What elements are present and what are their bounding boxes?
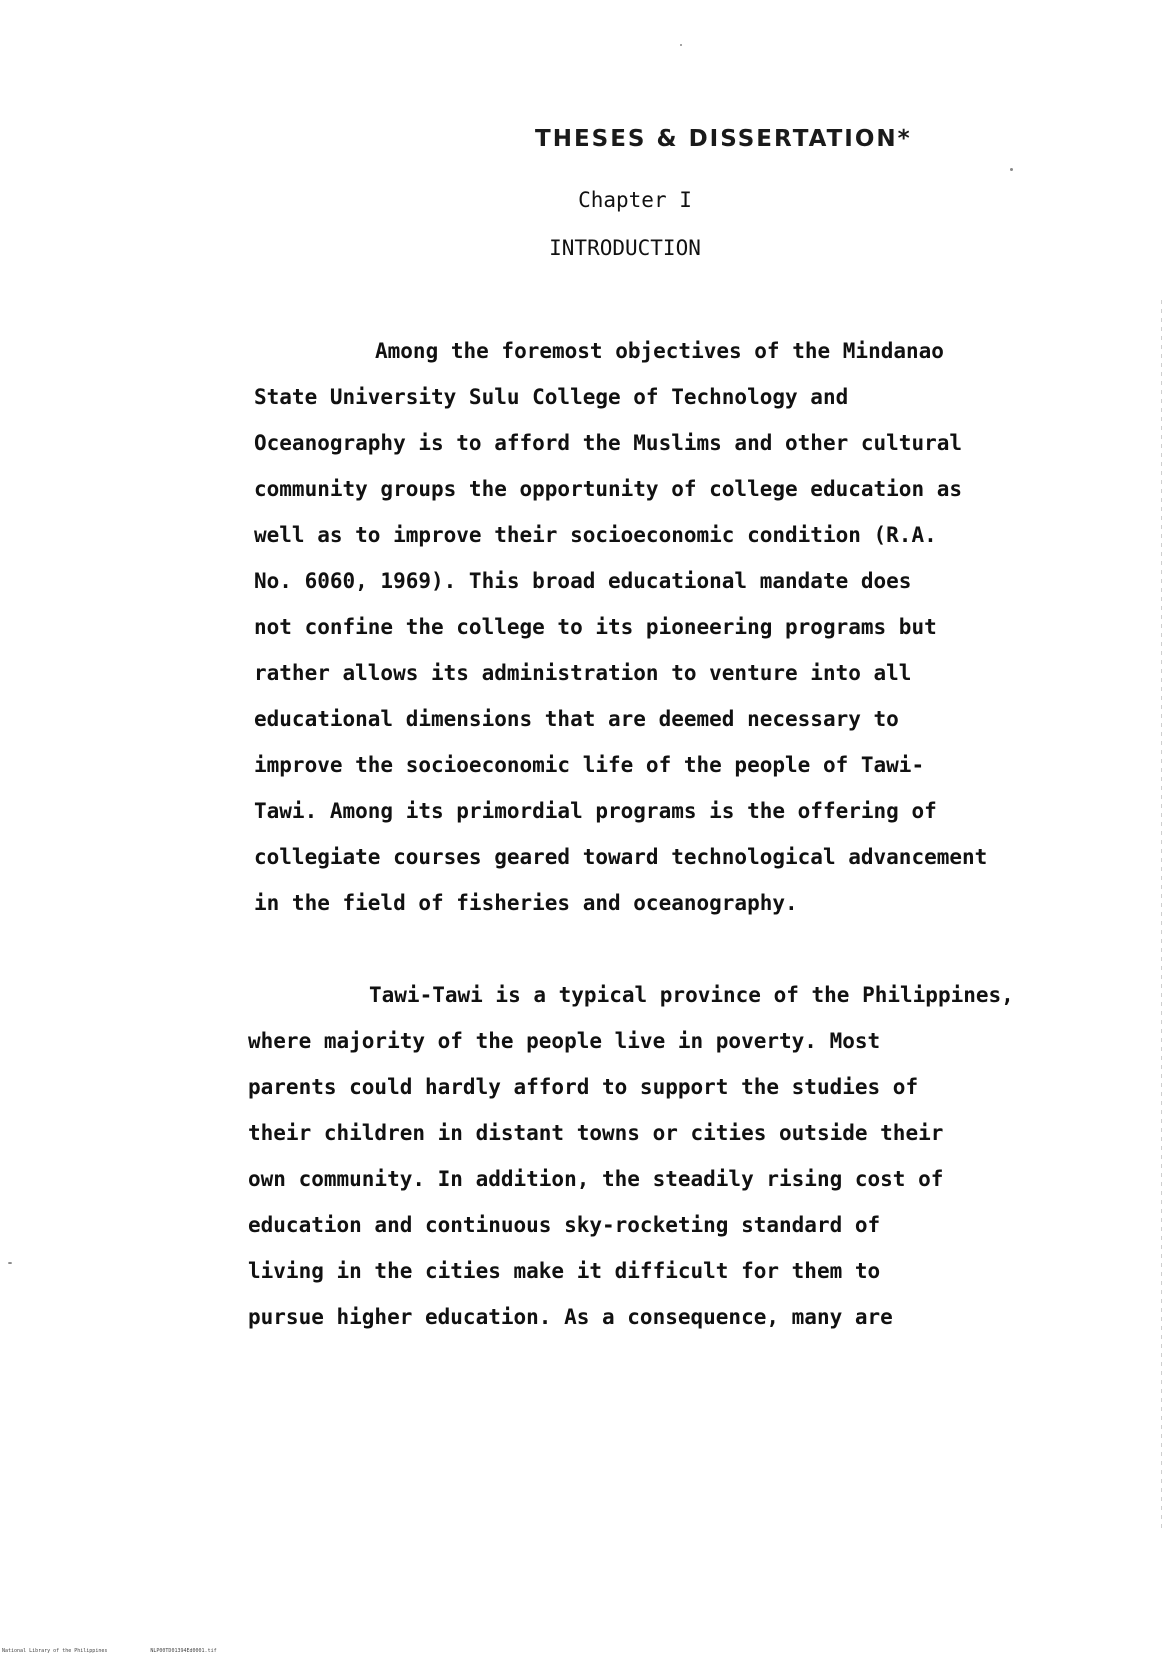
text-line: community groups the opportunity of college education as <box>254 477 963 501</box>
text-line: educational dimensions that are deemed necessary to <box>254 707 899 731</box>
text-line: Among the foremost objectives of the Mindanao <box>375 339 944 363</box>
text-line: living in the cities make it difficult for them to <box>248 1259 881 1283</box>
text-line: No. 6060, 1969). This broad educational mandate does <box>254 569 912 593</box>
scan-speck <box>1010 168 1013 171</box>
scan-margin-artifact <box>1161 300 1162 1530</box>
text-line: education and continuous sky-rocketing standard of <box>248 1213 881 1237</box>
text-line: their children in distant towns or cities outside their <box>248 1121 944 1145</box>
scan-speck <box>680 44 682 46</box>
text-line: improve the socioeconomic life of the people of Tawi- <box>254 753 925 777</box>
paragraph-2 <box>248 972 1108 1340</box>
scan-speck <box>8 1262 12 1264</box>
chapter-title: INTRODUCTION <box>549 236 701 260</box>
footer-library-name: National Library of the Philippines <box>2 1648 108 1654</box>
scan-footer <box>2 1648 257 1654</box>
text-line: Oceanography is to afford the Muslims and other cultural <box>254 431 963 455</box>
text-line: State University Sulu College of Technology and <box>254 385 849 409</box>
text-line: own community. In addition, the steadily rising cost of <box>248 1167 944 1191</box>
footer-file-reference: NLP00TD01394Ed0001.tif <box>150 1648 217 1654</box>
text-line: pursue higher education. As a consequence, many are <box>248 1305 893 1329</box>
paragraph-1 <box>254 328 1114 926</box>
text-line: where majority of the people live in poverty. Most <box>248 1029 881 1053</box>
theses-dissertation-stamp: THESES & DISSERTATION* <box>535 126 912 152</box>
text-line: collegiate courses geared toward technological advancement <box>254 845 988 869</box>
text-line: rather allows its administration to venture into all <box>254 661 912 685</box>
text-line: well as to improve their socioeconomic condition (R.A. <box>254 523 937 547</box>
text-line: not confine the college to its pioneering programs but <box>254 615 937 639</box>
text-line: Tawi-Tawi is a typical province of the Philippines, <box>369 983 1014 1007</box>
chapter-number: Chapter I <box>578 188 692 212</box>
text-line: parents could hardly afford to support the studies of <box>248 1075 919 1099</box>
text-line: Tawi. Among its primordial programs is the offering of <box>254 799 937 823</box>
text-line: in the field of fisheries and oceanography. <box>254 891 798 915</box>
